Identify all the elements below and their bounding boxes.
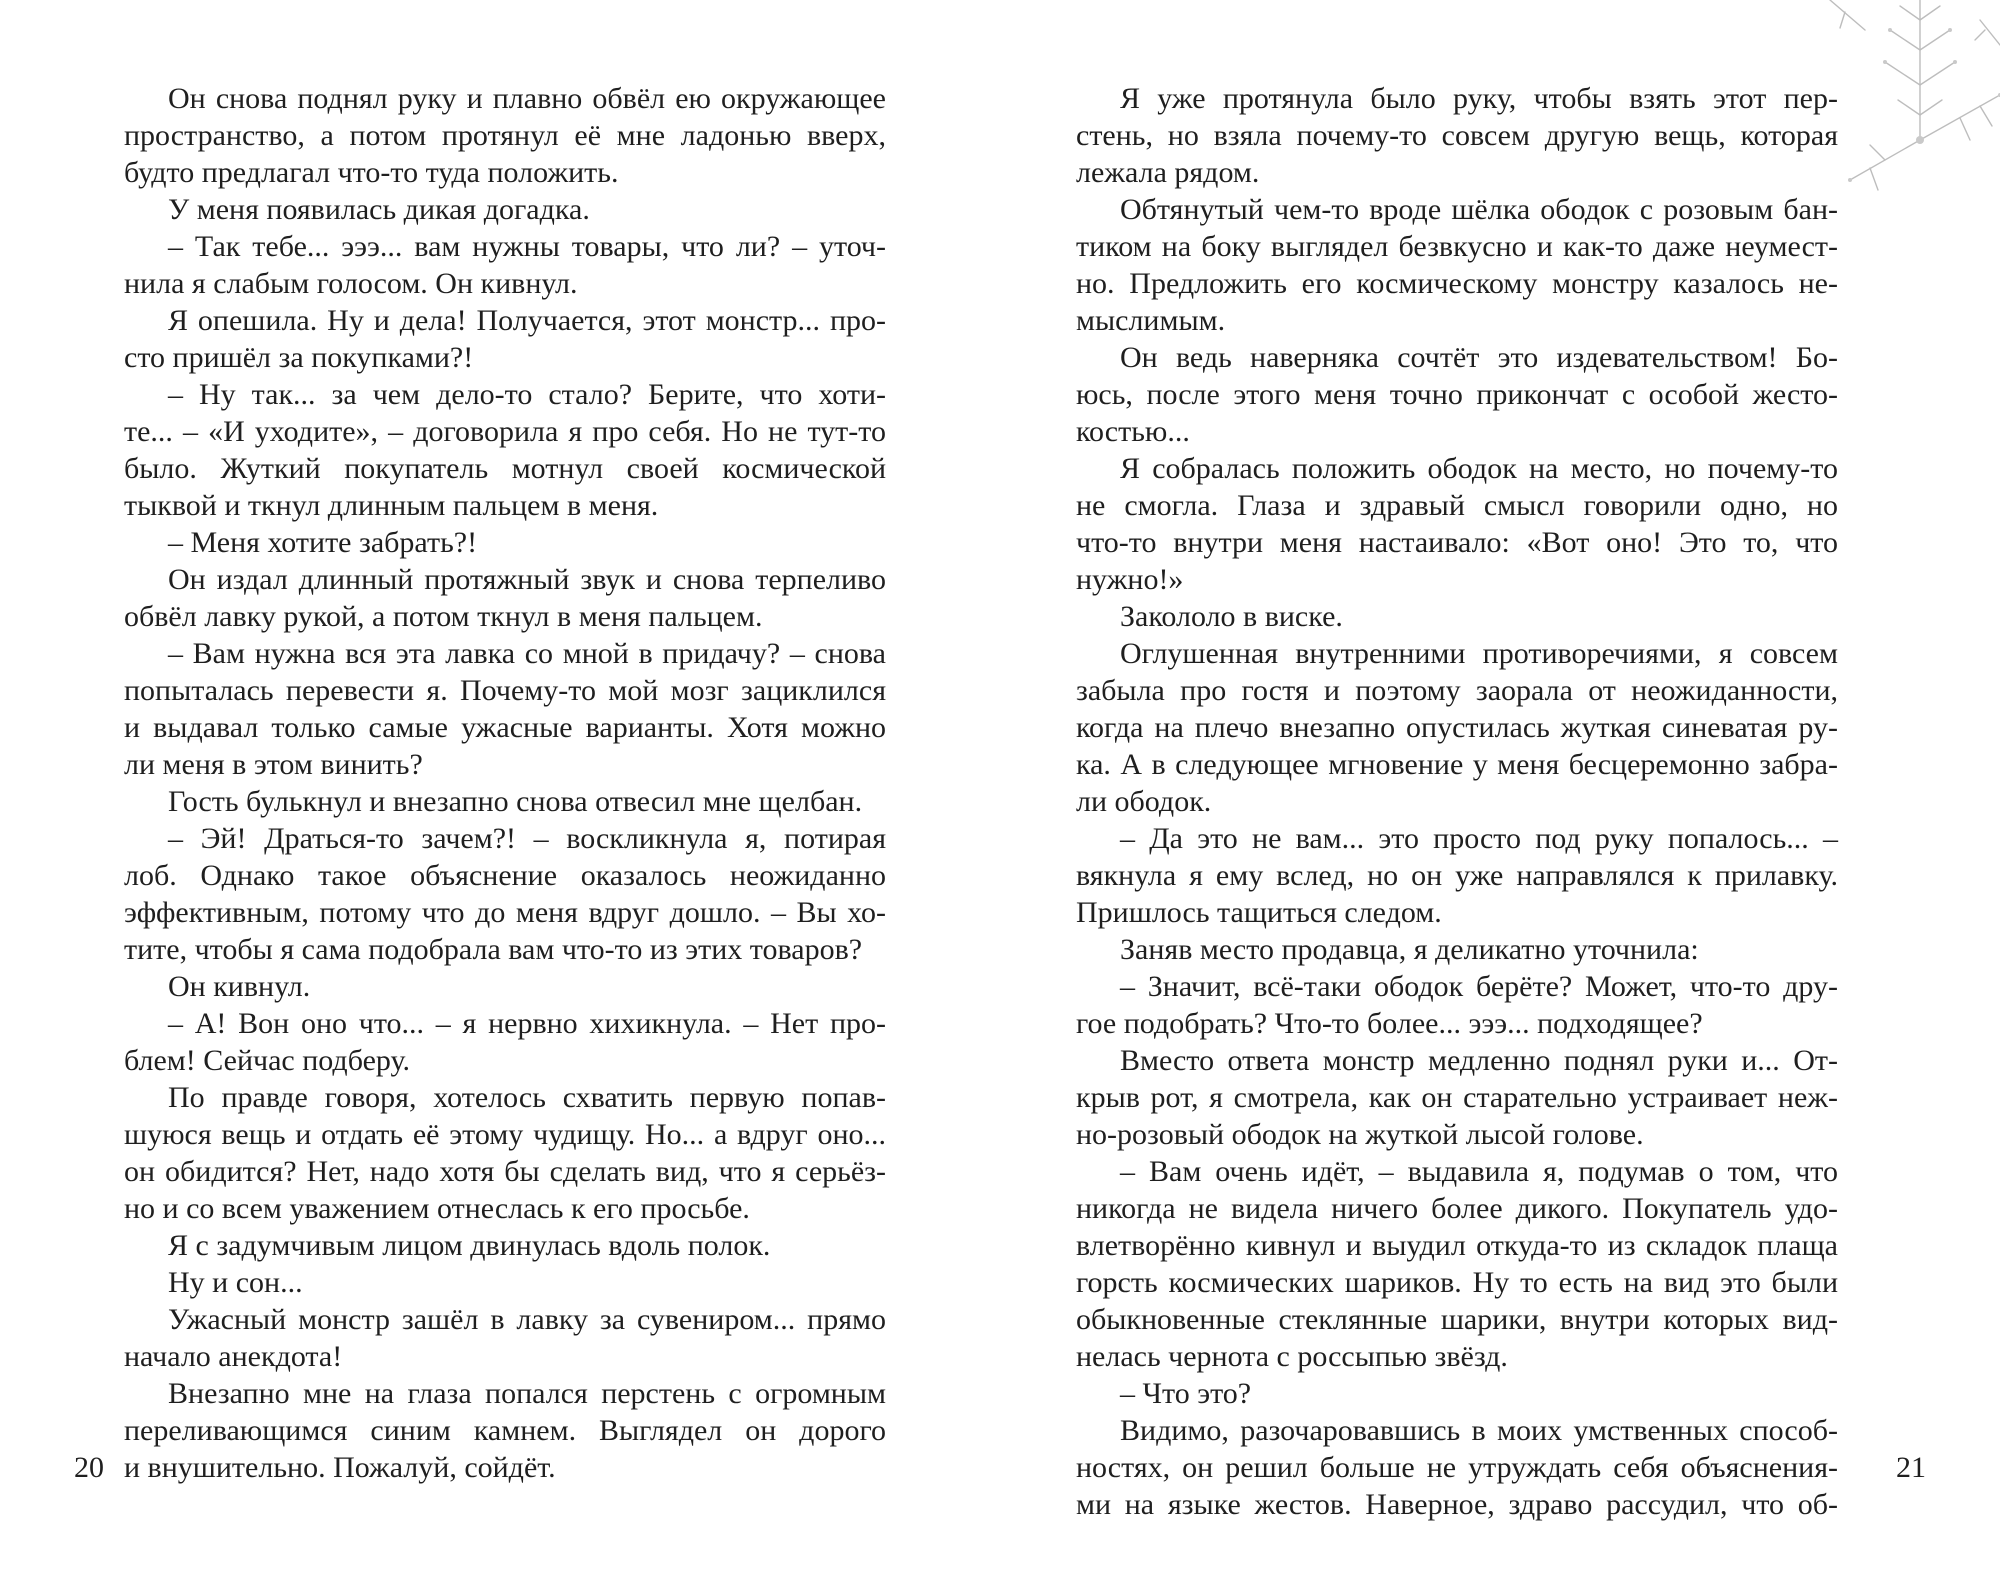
text-line: – Ну так... за чем дело-то стало? Берите, что хоти- (168, 378, 886, 411)
text-line: попыталась перевести я. Почему-то мой мозг зациклился (124, 674, 886, 707)
text-line: было. Жуткий покупатель мотнул своей космической (124, 452, 886, 485)
text-line: начало анекдота! (124, 1340, 343, 1373)
text-line: Я уже протянула было руку, чтобы взять этот пер- (1120, 82, 1838, 115)
text-line: будто предлагал что-то туда положить. (124, 156, 619, 189)
text-line: стень, но взяла почему-то совсем другую вещь, которая (1076, 119, 1838, 152)
text-line: Ну и сон... (168, 1266, 303, 1299)
text-line: ка. А в следующее мгновение у меня бесцеремонно забра- (1076, 748, 1838, 781)
text-line: ми на языке жестов. Наверное, здраво рассудил, что об- (1076, 1488, 1838, 1521)
text-line: – Да это не вам... это просто под руку попалось... – (1120, 822, 1838, 855)
text-line: крыв рот, я смотрела, как он старательно устраивает неж- (1076, 1081, 1838, 1114)
text-line: что-то внутри меня настаивало: «Вот оно! Это то, что (1076, 526, 1838, 559)
text-line: – А! Вон оно что... – я нервно хихикнула. – Нет про- (168, 1007, 886, 1040)
text-line: ли ободок. (1076, 785, 1212, 818)
text-line: тите, чтобы я сама подобрала вам что-то из этих товаров? (124, 933, 863, 966)
text-line: Он издал длинный протяжный звук и снова терпеливо (168, 563, 886, 596)
text-line: – Значит, всё-таки ободок берёте? Может, что-то дру- (1120, 970, 1838, 1003)
text-line: он обидится? Нет, надо хотя бы сделать вид, что я серьёз- (124, 1155, 886, 1188)
text-line: переливающимся синим камнем. Выглядел он дорого (124, 1414, 886, 1447)
text-line: нужно!» (1076, 563, 1184, 596)
text-line: обыкновенные стеклянные шарики, внутри которых вид- (1076, 1303, 1838, 1336)
text-line: блем! Сейчас подберу. (124, 1044, 410, 1077)
text-line: нелась чернота с россыпью звёзд. (1076, 1340, 1508, 1373)
right-page-text (1076, 80, 1838, 1523)
text-line: тыквой и ткнул длинным пальцем в меня. (124, 489, 659, 522)
text-line: Видимо, разочаровавшись в моих умственных способ- (1120, 1414, 1838, 1447)
text-line: когда на плечо внезапно опустилась жуткая синеватая ру- (1076, 711, 1838, 744)
text-line: Внезапно мне на глаза попался перстень с огромным (168, 1377, 886, 1410)
text-line: Закололо в виске. (1120, 600, 1343, 633)
text-line: Он кивнул. (168, 970, 311, 1003)
text-line: и внушительно. Пожалуй, сойдёт. (124, 1451, 556, 1484)
text-line: но-розовый ободок на жуткой лысой голове. (1076, 1118, 1644, 1151)
text-line: Гость булькнул и внезапно снова отвесил мне щелбан. (168, 785, 863, 818)
text-line: те... – «И уходите», – договорила я про себя. Но не тут-то (124, 415, 886, 448)
text-line: – Так тебе... эээ... вам нужны товары, что ли? – уточ- (168, 230, 886, 263)
text-line: Заняв место продавца, я деликатно уточнила: (1120, 933, 1699, 966)
text-line: влетворённо кивнул и выудил откуда-то из складок плаща (1076, 1229, 1838, 1262)
text-line: но и со всем уважением отнеслась к его просьбе. (124, 1192, 750, 1225)
text-line: – Эй! Драться-то зачем?! – воскликнула я, потирая (168, 822, 886, 855)
text-line: Обтянутый чем-то вроде шёлка ободок с розовым бан- (1120, 193, 1838, 226)
text-line: Пришлось тащиться следом. (1076, 896, 1442, 929)
text-line: тиком на боку выглядел безвкусно и как-то даже неумест- (1076, 230, 1838, 263)
text-line: вякнула я ему вслед, но он уже направлялся к прилавку. (1076, 859, 1838, 892)
text-line: ностях, он решил больше не утруждать себя объяснения- (1076, 1451, 1838, 1484)
text-line: пространство, а потом протянул её мне ладонью вверх, (124, 119, 886, 152)
text-line: Он ведь наверняка сочтёт это издевательством! Бо- (1120, 341, 1838, 374)
text-line: У меня появилась дикая догадка. (168, 193, 590, 226)
text-line: нила я слабым голосом. Он кивнул. (124, 267, 578, 300)
text-line: никогда не видела ничего более дикого. Покупатель удо- (1076, 1192, 1838, 1225)
text-line: По правде говоря, хотелось схватить первую попав- (168, 1081, 886, 1114)
text-line: не смогла. Глаза и здравый смысл говорили одно, но (1076, 489, 1838, 522)
text-line: лоб. Однако такое объяснение оказалось неожиданно (124, 859, 886, 892)
text-line: лежала рядом. (1076, 156, 1260, 189)
text-line: – Что это? (1120, 1377, 1252, 1410)
text-line: но. Предложить его космическому монстру казалось не- (1076, 267, 1838, 300)
text-line: сто пришёл за покупками?! (124, 341, 474, 374)
left-page-text (124, 80, 886, 1486)
page-number-right: 21 (1896, 1451, 1926, 1484)
text-line: юсь, после этого меня точно прикончат с особой жесто- (1076, 378, 1838, 411)
text-line: горсть космических шариков. Ну то есть на вид это были (1076, 1266, 1838, 1299)
text-line: и выдавал только самые ужасные варианты. Хотя можно (124, 711, 886, 744)
text-line: забыла про гостя и поэтому заорала от неожиданности, (1076, 674, 1838, 707)
text-line: Вместо ответа монстр медленно поднял руки и... От- (1120, 1044, 1838, 1077)
text-line: Он снова поднял руку и плавно обвёл ею окружающее (168, 82, 886, 115)
text-line: ли меня в этом винить? (124, 748, 423, 781)
text-line: Я опешила. Ну и дела! Получается, этот монстр... про- (168, 304, 886, 337)
text-line: – Вам нужна вся эта лавка со мной в придачу? – снова (168, 637, 886, 670)
text-line: Ужасный монстр зашёл в лавку за сувениром... прямо (168, 1303, 886, 1336)
snowflake-ornament-icon (1770, 0, 2000, 200)
text-line: Я собралась положить ободок на место, но почему-то (1120, 452, 1838, 485)
text-line: костью... (1076, 415, 1190, 448)
text-line: обвёл лавку рукой, а потом ткнул в меня пальцем. (124, 600, 763, 633)
text-line: шуюся вещь и отдать её этому чудищу. Но... а вдруг оно... (124, 1118, 886, 1151)
text-line: гое подобрать? Что-то более... эээ... подходящее? (1076, 1007, 1703, 1040)
text-line: – Вам очень идёт, – выдавила я, подумав о том, что (1120, 1155, 1838, 1188)
text-line: – Меня хотите забрать?! (168, 526, 478, 559)
text-line: эффективным, потому что до меня вдруг дошло. – Вы хо- (124, 896, 886, 929)
text-line: мыслимым. (1076, 304, 1226, 337)
text-line: Я с задумчивым лицом двинулась вдоль полок. (168, 1229, 771, 1262)
text-line: Оглушенная внутренними противоречиями, я совсем (1120, 637, 1838, 670)
page-number-left: 20 (74, 1451, 104, 1484)
